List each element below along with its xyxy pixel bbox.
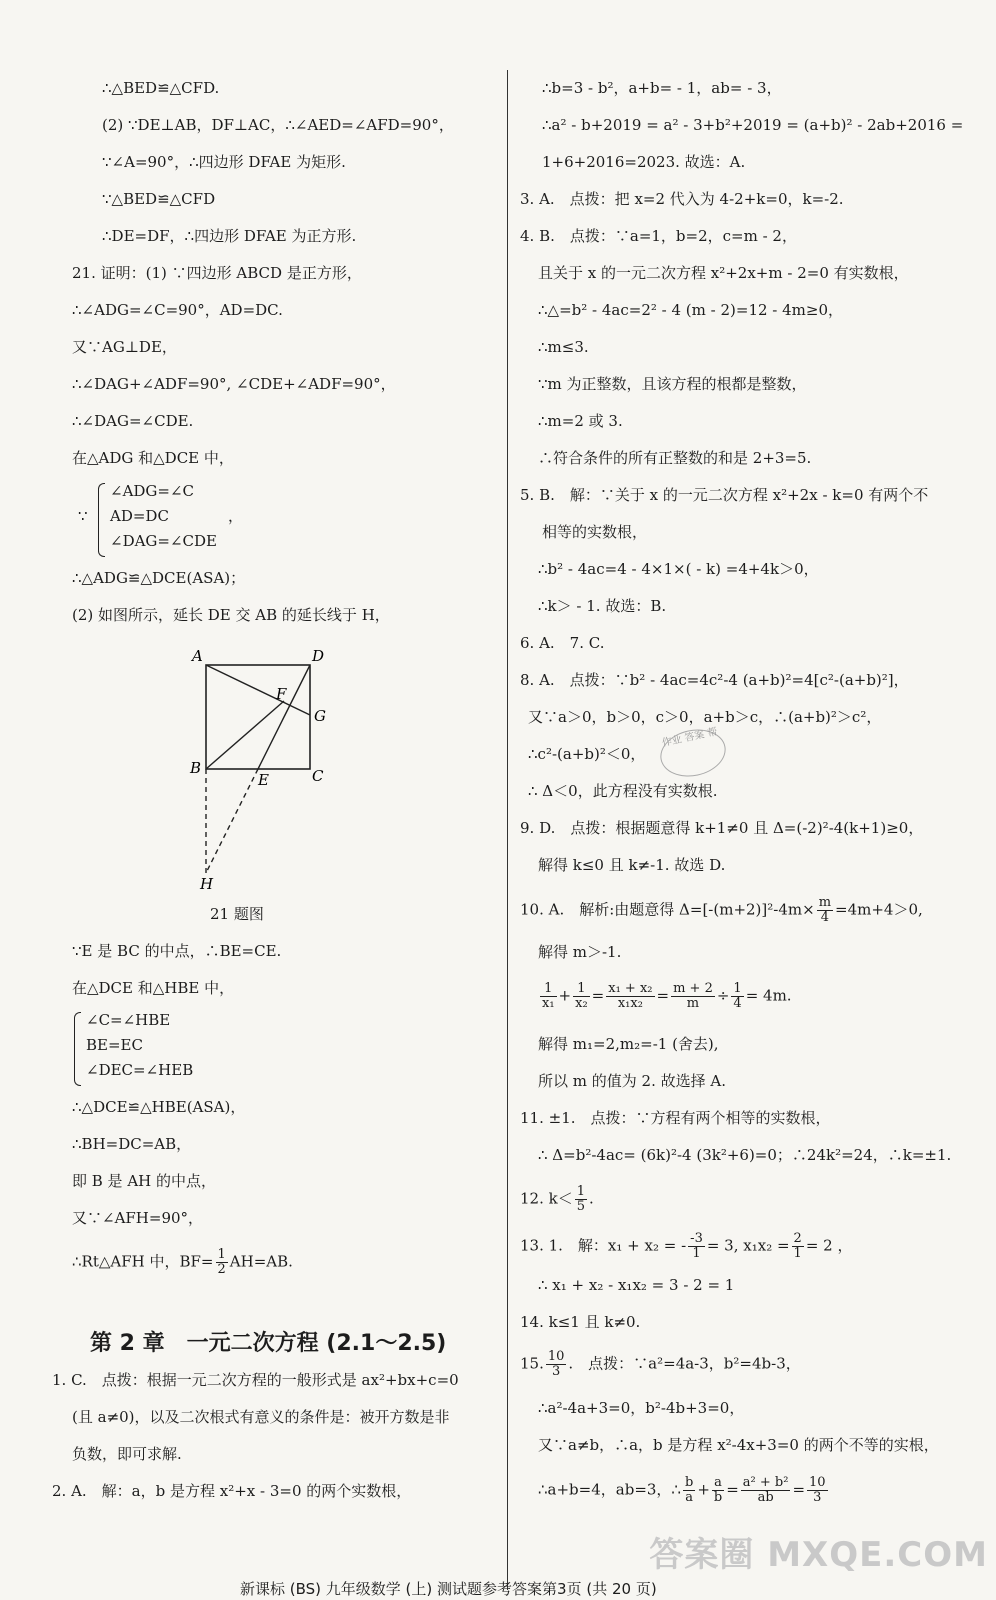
numerator: 10 [547,1349,565,1364]
figure-caption: 21 题图 [210,905,264,923]
text-span: =4m+4＞0, [835,900,923,919]
text-line [520,896,923,925]
operator: = [656,986,670,1005]
text-span: 13. 1. 解：x₁ + x₂ = - [520,1236,687,1255]
text-line: 解得 m＞-1. [538,943,622,961]
numerator: m + 2 [673,981,713,996]
operator: = [591,986,605,1005]
brace [98,483,105,557]
denominator: 5 [576,1199,585,1214]
denominator: b [713,1490,723,1505]
text-line: ∴ Δ＜0，此方程没有实数根. [528,782,718,800]
fraction [216,1248,228,1277]
numerator: 1 [540,982,557,997]
label-a: A [192,647,203,665]
watermark: 答案圈 MXQE.COM [649,1535,988,1575]
fraction [540,982,557,1011]
numerator: b [684,1475,694,1490]
numerator: m [818,895,832,910]
text-line [72,1248,293,1277]
text-line: 6. A. 7. C. [520,634,605,652]
segment-eh [206,769,258,873]
text-line: 8. A. 点拨：∵b² - 4ac=4c²-4 (a+b)²=4[c²-(a+b)²]， [520,671,909,689]
fraction [712,1476,724,1505]
text-line: 即 B 是 AH 的中点， [72,1172,217,1190]
label-c: C [312,767,324,785]
text-line: 又∵∠AFH=90°， [72,1209,204,1227]
text-line [520,1350,801,1379]
fraction [606,982,654,1011]
text-line: ∵△BED≌△CFD [102,190,216,208]
label-h: H [200,875,214,893]
system-line: ∠DEC=∠HEB [86,1061,194,1079]
operator: ÷ [716,986,730,1005]
text-line: ∴∠DAG=∠CDE. [72,412,194,430]
text-line: ∴ Δ=b²-4ac= (6k)²-4 (3k²+6)=0；∴24k²=24，∴k=±1. [538,1146,952,1164]
fraction [683,1476,695,1505]
text-line: (2) ∵DE⊥AB，DF⊥AC，∴∠AED=∠AFD=90°， [102,116,454,134]
text-line: 又∵AG⊥DE， [72,338,177,356]
system-line: AD=DC [110,507,169,525]
text-line: ∴a²-4a+3=0，b²-4b+3=0， [538,1399,745,1417]
numerator: 1 [573,982,590,997]
text-span: AH=AB. [229,1252,293,1271]
denominator: x₂ [575,996,588,1011]
text-line: 5. B. 解：∵关于 x 的一元二次方程 x²+2x - k=0 有两个不 [520,486,929,504]
text-line: 负数，即可求解. [72,1445,182,1463]
denominator: m [686,996,700,1011]
text-line: ∴ x₁ + x₂ - x₁x₂ = 3 - 2 = 1 [538,1276,735,1294]
text-line: 又∵a≠b，∴a，b 是方程 x²-4x+3=0 的两个不等的实根， [538,1436,939,1454]
label-g: G [314,707,326,725]
text-line: ∴a² - b+2019 = a² - 3+b²+2019 = (a+b)² - 2ab+2016 = [542,116,964,134]
text-span: 15. [520,1354,544,1373]
square-abcd [206,665,310,769]
text-line: 解得 k≤0 且 k≠-1. 故选 D. [538,856,726,874]
fraction [688,1232,705,1261]
fraction [741,1476,791,1505]
text-line: 1. C. 点拨：根据一元二次方程的一般形式是 ax²+bx+c=0 [52,1371,459,1389]
text-span: = 4m. [745,986,792,1005]
column-divider [507,70,508,1590]
text-line: 且关于 x 的一元二次方程 x²+2x+m - 2=0 有实数根， [538,264,909,282]
system-line: ∠DAG=∠CDE [110,532,217,550]
text-span: 10. A. 解析:由题意得 Δ=[-(m+2)]²-4m× [520,900,815,919]
text-line: ∵E 是 BC 的中点，∴BE=CE. [72,942,282,960]
text-line: 14. k≤1 且 k≠0. [520,1313,641,1331]
system-line: BE=EC [86,1036,143,1054]
text-line: ∵m 为正整数，且该方程的根都是整数， [538,375,807,393]
text-line: 解得 m₁=2,m₂=-1 (舍去), [538,1035,719,1053]
operator: + [558,986,572,1005]
brace [74,1012,81,1086]
fraction [817,896,833,925]
text-line: ∴m≤3. [538,338,589,356]
text-line: 在△ADG 和△DCE 中， [72,449,234,467]
denominator: 3 [813,1490,822,1505]
denominator: 1 [692,1246,701,1261]
text-line [538,1476,830,1505]
denominator: 4 [820,910,829,925]
text-line: 21. 证明：(1) ∵四边形 ABCD 是正方形， [72,264,362,282]
fraction [671,982,715,1011]
denominator: ab [757,1490,774,1505]
text-span: . [589,1189,594,1208]
system-line: ∠ADG=∠C [110,482,195,500]
numerator: a [712,1476,724,1491]
text-line: ∴符合条件的所有正整数的和是 2+3=5. [538,449,812,467]
label-b: B [190,759,202,777]
fraction [807,1476,828,1505]
text-line: ∴△=b² - 4ac=2² - 4 (m - 2)=12 - 4m≥0， [538,301,844,319]
text-span: . 点拨：∵a²=4a-3，b²=4b-3， [568,1354,801,1373]
denominator: 3 [551,1364,561,1379]
segment-bf [206,701,284,769]
text-span: = 3, x₁x₂ = [706,1236,790,1255]
text-line: ∴∠ADG=∠C=90°，AD=DC. [72,301,283,319]
denominator: 4 [733,996,742,1011]
numerator: 10 [809,1475,826,1490]
text-line: 又∵a＞0，b＞0，c＞0，a+b＞c，∴(a+b)²＞c²， [528,708,882,726]
fraction [792,1232,804,1261]
text-span: = 2 ， [805,1236,853,1255]
stamp-seal: 作业 答案 帮 [656,724,730,783]
denominator: a [685,1490,694,1505]
text-line [520,1185,594,1214]
text-line: ∴DE=DF，∴四边形 DFAE 为正方形. [102,227,357,245]
text-line: ∵∠A=90°，∴四边形 DFAE 为矩形. [102,153,346,171]
text-line: 相等的实数根， [542,523,648,541]
text-line: ∴BH=DC=AB， [72,1135,192,1153]
fraction [731,982,743,1011]
denominator: x₁ [542,996,555,1011]
numerator: x₁ + x₂ [608,981,653,996]
text-line: 9. D. 点拨：根据题意得 k+1≠0 且 Δ=(-2)²-4(k+1)≥0， [520,819,924,837]
denominator: x₁x₂ [617,996,643,1011]
text-line: (且 a≠0)，以及二次根式有意义的条件是：被开方数是非 [72,1408,450,1426]
text-line: 3. A. 点拨：把 x=2 代入为 4-2+k=0，k=-2. [520,190,844,208]
operator: + [697,1480,710,1499]
numerator: 1 [576,1184,585,1199]
numerator: -3 [690,1231,703,1246]
text-line [520,1232,852,1261]
operator: = [726,1480,739,1499]
text-line: 在△DCE 和△HBE 中， [72,979,235,997]
numerator: 1 [733,981,742,996]
text-line: (2) 如图所示，延长 DE 交 AB 的延长线于 H， [72,606,390,624]
label-e: E [258,771,269,789]
segment-ag [206,665,310,715]
system-prefix: ∵ [78,507,88,525]
chapter-heading: 第 2 章 一元二次方程 (2.1～2.5) [90,1331,447,1356]
label-d: D [312,647,325,665]
text-line: ∴k＞ - 1. 故选：B. [538,597,667,615]
text-line: 11. ±1. 点拨：∵方程有两个相等的实数根， [520,1109,831,1127]
text-span: 12. k＜ [520,1189,573,1208]
page-footer: 新课标 (BS) 九年级数学 (上) 测试题参考答案第3页 (共 20 页) [240,1580,657,1598]
text-line: 1+6+2016=2023. 故选：A. [542,153,746,171]
denominator: 1 [793,1246,802,1261]
text-line: ∴b² - 4ac=4 - 4×1×( - k) =4+4k＞0， [538,560,819,578]
fraction [546,1350,567,1379]
operator: = [792,1480,806,1499]
text-line: ∴∠DAG+∠ADF=90°, ∠CDE+∠ADF=90°， [72,375,396,393]
text-line: 所以 m 的值为 2. 故选择 A. [538,1072,726,1090]
text-line: ∴△BED≌△CFD. [102,79,220,97]
text-span: ∴Rt△AFH 中，BF= [72,1252,214,1271]
numerator: 1 [217,1247,226,1262]
text-line: ∴b=3 - b²，a+b= - 1，ab= - 3， [542,79,782,97]
geometry-figure [182,645,332,895]
label-f: F [276,685,287,703]
formula-line [538,982,792,1011]
denominator: 2 [217,1262,226,1277]
fraction [573,982,590,1011]
text-line: 2. A. 解：a，b 是方程 x²+x - 3=0 的两个实数根， [52,1482,412,1500]
text-line: ∴△ADG≌△DCE(ASA)； [72,569,246,587]
text-line: 4. B. 点拨：∵a=1，b=2，c=m - 2， [520,227,797,245]
numerator: 2 [793,1231,802,1246]
fraction [575,1185,587,1214]
system-line: ∠C=∠HBE [86,1011,171,1029]
text-line: ∴△DCE≌△HBE(ASA)， [72,1098,246,1116]
numerator: a² + b² [742,1475,789,1490]
text-span: ∴a+b=4，ab=3，∴ [538,1480,681,1499]
text-line: ∴m=2 或 3. [538,412,623,430]
system-suffix: ， [228,507,244,525]
text-line: ∴c²-(a+b)²＜0， [528,745,646,763]
